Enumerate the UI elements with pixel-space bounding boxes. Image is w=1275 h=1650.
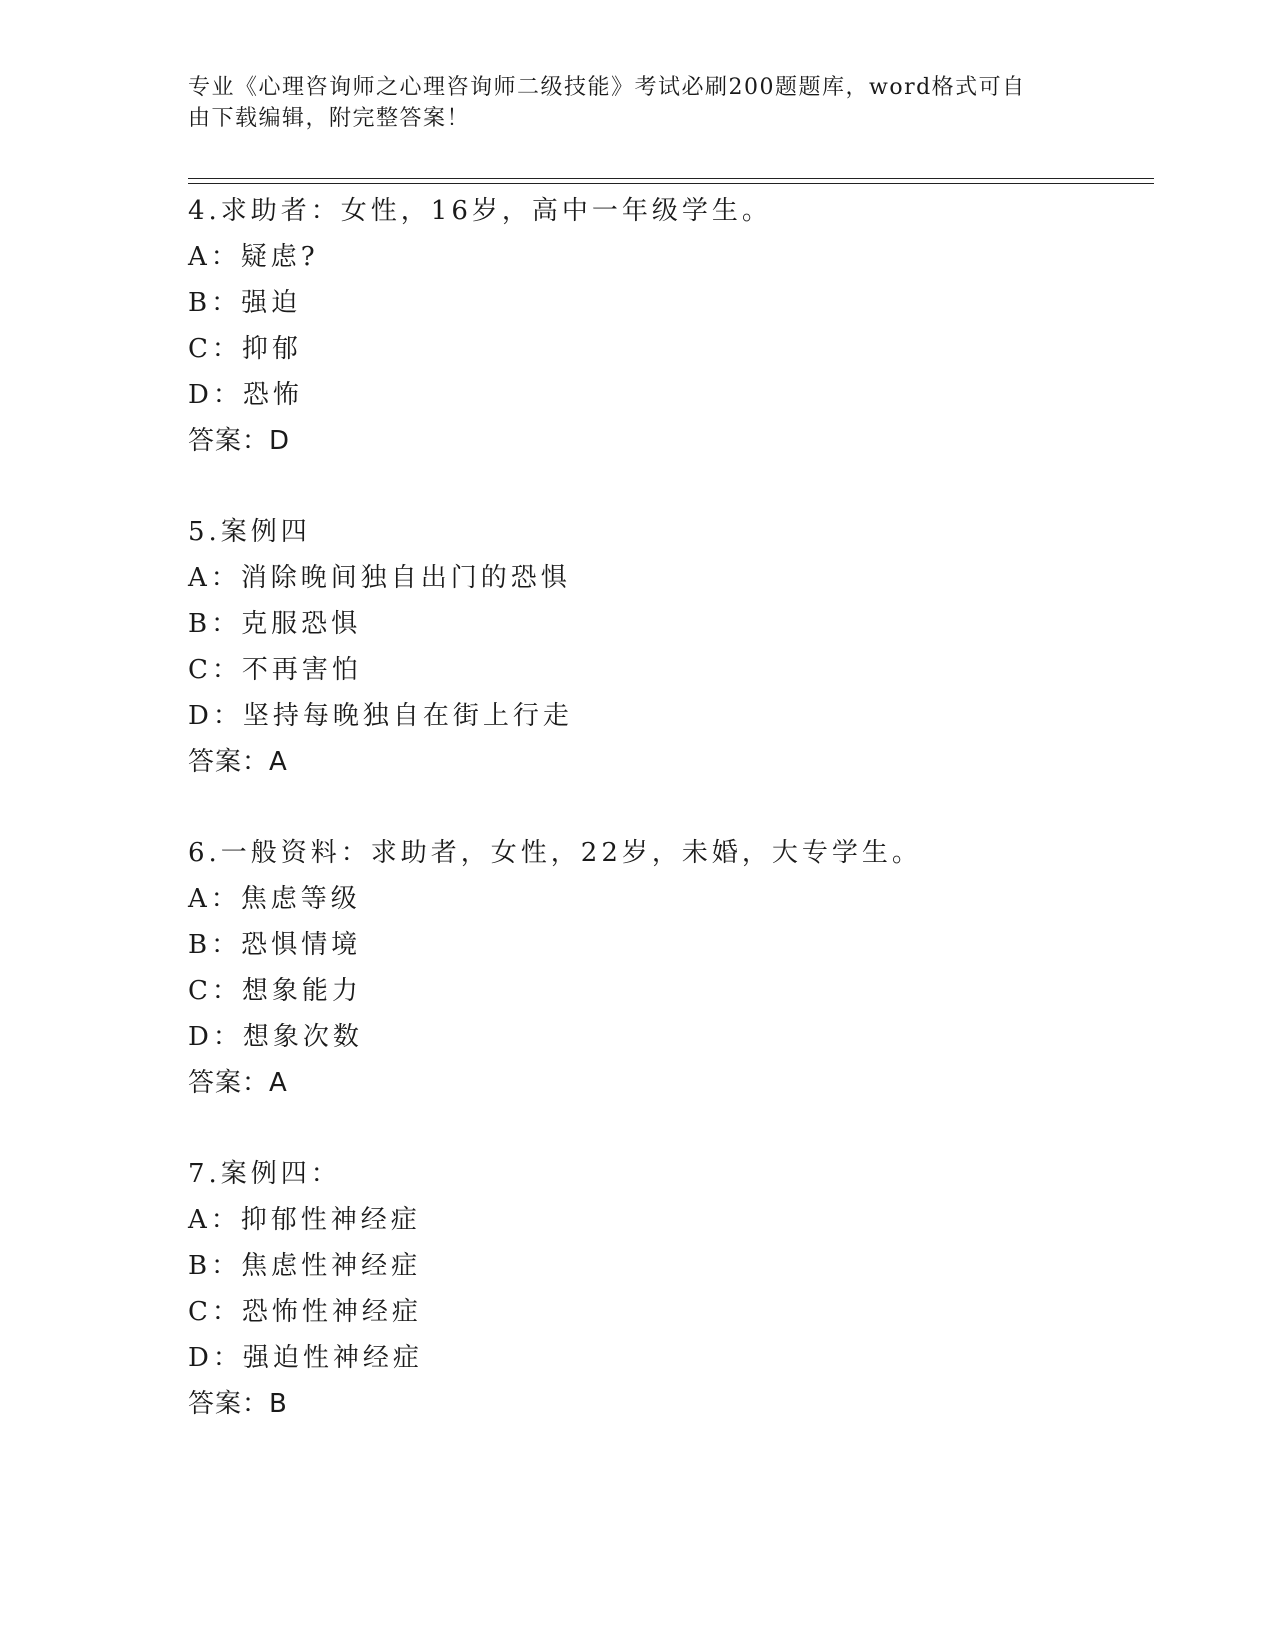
option-a: A：抑郁性神经症 — [188, 1205, 421, 1235]
option-c: C：不再害怕 — [188, 655, 362, 685]
document-header — [188, 72, 1068, 134]
question-stem: 4.求助者：女性，16岁，高中一年级学生。 — [188, 196, 772, 226]
question-item — [188, 509, 1154, 785]
question-item — [188, 188, 1154, 464]
option-b: B：恐惧情境 — [188, 930, 362, 960]
option-a: A：消除晚间独自出门的恐惧 — [188, 563, 571, 593]
answer-line: 答案：D — [188, 426, 291, 456]
option-c: C：抑郁 — [188, 334, 302, 364]
answer-line: 答案：B — [188, 1389, 288, 1419]
question-stem: 7.案例四： — [188, 1159, 341, 1189]
header-line-2: 由下载编辑，附完整答案！ — [188, 106, 471, 131]
header-line-1: 专业《心理咨询师之心理咨询师二级技能》考试必刷200题题库，word格式可自 — [188, 75, 1026, 100]
answer-line: 答案：A — [188, 747, 288, 777]
question-list — [188, 188, 1154, 1472]
option-c: C：恐怖性神经症 — [188, 1297, 422, 1327]
option-a: A：疑虑? — [188, 242, 319, 272]
option-d: D：恐怖 — [188, 380, 303, 410]
option-d: D：想象次数 — [188, 1022, 363, 1052]
question-item — [188, 830, 1154, 1106]
question-item — [188, 1151, 1154, 1427]
option-b: B：强迫 — [188, 288, 302, 318]
option-b: B：焦虑性神经症 — [188, 1251, 422, 1281]
option-d: D：坚持每晚独自在街上行走 — [188, 701, 573, 731]
option-a: A：焦虑等级 — [188, 884, 361, 914]
option-b: B：克服恐惧 — [188, 609, 362, 639]
question-stem: 5.案例四 — [188, 517, 311, 547]
option-c: C：想象能力 — [188, 976, 362, 1006]
option-d: D：强迫性神经症 — [188, 1343, 423, 1373]
question-stem: 6.一般资料：求助者，女性，22岁，未婚，大专学生。 — [188, 838, 922, 868]
header-divider-bottom — [188, 183, 1154, 184]
header-divider-top — [188, 178, 1154, 179]
answer-line: 答案：A — [188, 1068, 288, 1098]
